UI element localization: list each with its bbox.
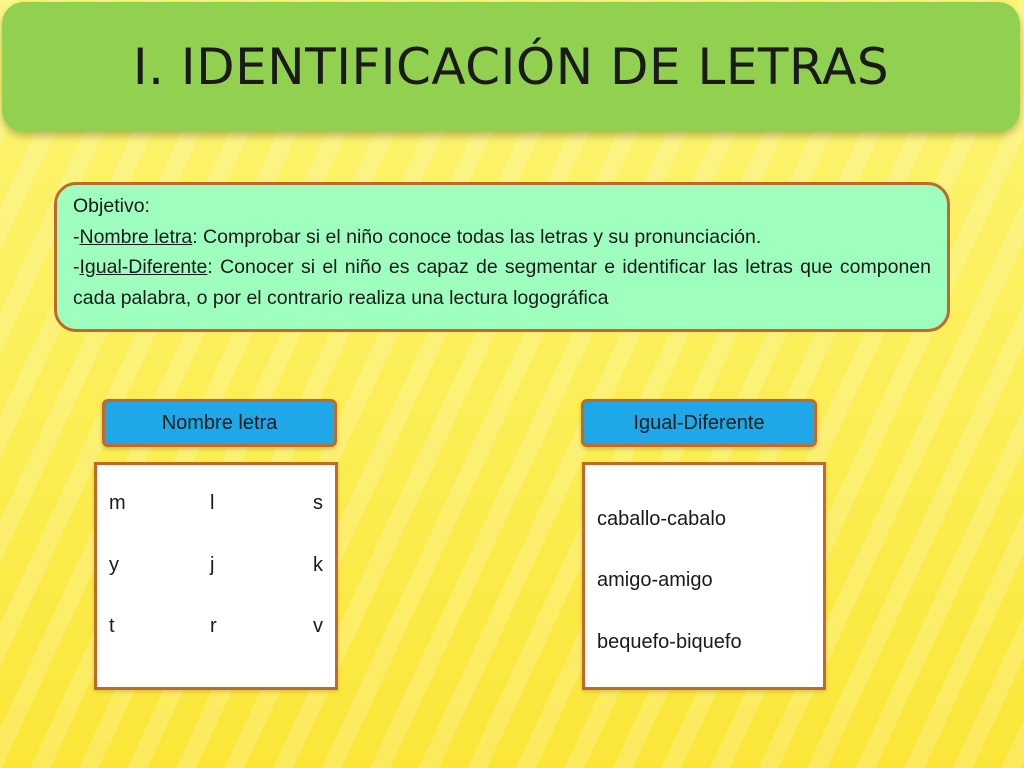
item-prefix: - [73,256,80,278]
word-pair: bequefo-biquefo [597,631,742,653]
item-prefix: - [73,225,80,248]
letter-item: y [109,554,119,576]
letter-item: m [109,492,126,514]
objective-heading: Objetivo: [73,195,150,217]
item-description: : Conocer si el niño es capaz de segmentar e identificar las letras que componen cada palabra, o por el contrario realiza una lectura logográfica [73,256,931,309]
objective-item-igual-diferente [73,252,931,313]
letters-card [94,462,338,690]
word-pair: caballo-cabalo [597,508,726,530]
letter-item: j [210,554,215,576]
item-term: Igual-Diferente [79,256,208,278]
word-pair: amigo-amigo [597,569,713,591]
letter-item: k [313,554,323,576]
title-banner [2,2,1020,132]
slide-title: I. IDENTIFICACIÓN DE LETRAS [132,38,890,96]
letter-item: t [109,615,115,637]
letter-item: l [210,492,215,514]
item-description: : Comprobar si el niño conoce todas las letras y su pronunciación. [192,225,762,248]
letter-item: v [313,615,323,637]
letter-item: s [313,492,323,514]
nombre-letra-label: Nombre letra [102,399,337,447]
letter-item: r [210,615,217,637]
objective-item-nombre-letra [73,222,931,253]
words-card [582,462,826,690]
objective-box [54,182,950,332]
item-term: Nombre letra [79,225,193,248]
igual-diferente-label: Igual-Diferente [581,399,817,447]
